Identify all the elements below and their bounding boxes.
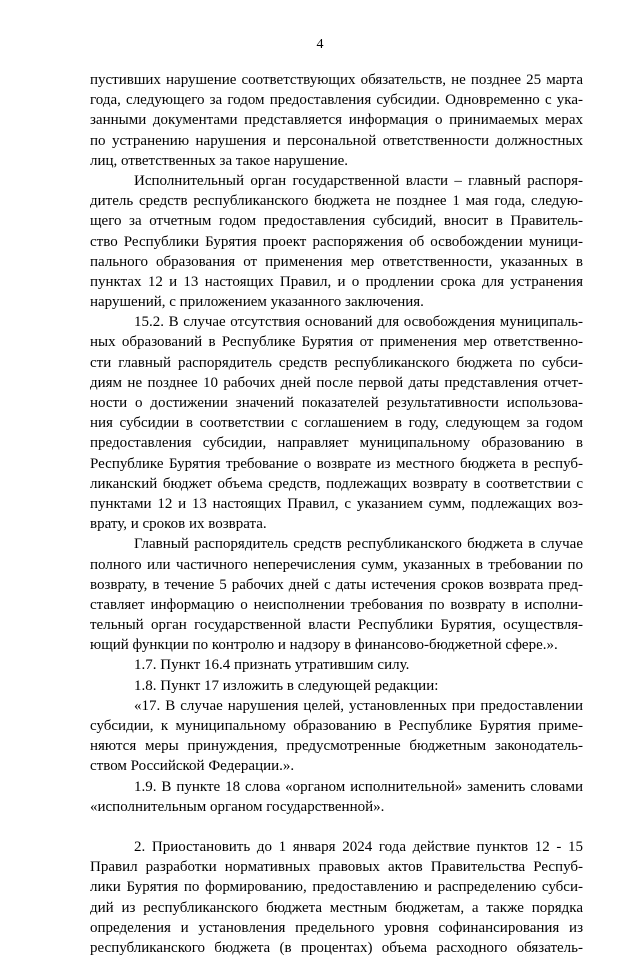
text-line: лики Бурятия по формированию, предоставлению и распределению субси- <box>90 879 583 896</box>
text-line: пального образования от применения мер ответственности, указанных в <box>90 253 583 270</box>
text-line: занными документами представляется информация о принимаемых мерах <box>90 112 583 129</box>
text-line: Исполнительный орган государственной власти – главный распоря- <box>134 172 583 189</box>
text-line: врату, и сроков их возврата. <box>90 516 267 533</box>
paragraph <box>90 171 583 312</box>
text-line: Главный распорядитель средств республиканского бюджета в случае <box>134 536 583 553</box>
paragraph <box>90 837 583 958</box>
text-line: пустивших нарушение соответствующих обязательств, не позднее 25 марта <box>90 72 583 88</box>
text-line: определения и установления предельного уровня софинансирования из <box>90 919 583 936</box>
text-line: республиканского бюджета (в процентах) объема расходного обязатель- <box>90 939 583 956</box>
text-line: ния субсидии в соответствии с соглашением в году, следующем за годом <box>90 415 583 432</box>
paragraph-spacer <box>90 817 583 837</box>
text-line: 1.9. В пункте 18 слова «органом исполнительной» заменить словами <box>134 778 583 795</box>
document-body <box>90 70 583 958</box>
text-line: пунктах 12 и 13 настоящих Правил, и о продлении срока для устранения <box>90 273 583 290</box>
text-line: ством Российской Федерации.». <box>90 758 295 775</box>
text-line: 15.2. В случае отсутствия оснований для освобождения муниципаль- <box>134 314 583 331</box>
text-line: 1.8. Пункт 17 изложить в следующей редакции: <box>134 677 439 694</box>
text-line: няются меры принуждения, предусмотренные бюджетным законодатель- <box>90 738 583 755</box>
text-line: Правил разработки нормативных правовых актов Правительства Респуб- <box>90 859 583 876</box>
text-line: пунктами 12 и 13 настоящих Правил, с указанием сумм, подлежащих воз- <box>90 495 583 512</box>
text-line: Республике Бурятия требование о возврате из местного бюджета в респуб- <box>90 455 583 472</box>
paragraph <box>90 655 583 675</box>
paragraph <box>90 777 583 817</box>
text-line: ство Республики Бурятия проект распоряжения об освобождении муници- <box>90 233 583 250</box>
text-line: ставляет информацию о неисполнении требования по возврату в исполни- <box>90 596 583 613</box>
paragraph <box>90 70 583 171</box>
text-line: тельный орган государственной власти Республики Бурятия, осуществля- <box>90 617 583 634</box>
text-line: диям не позднее 10 рабочих дней после первой даты представления отчет- <box>90 374 583 391</box>
text-line: 2. Приостановить до 1 января 2024 года действие пунктов 12 - 15 <box>134 838 583 855</box>
text-line: сти главный распорядитель средств республиканского бюджета по субси- <box>90 354 583 371</box>
paragraph <box>90 312 583 534</box>
text-line: полного или частичного неперечисления сумм, указанных в требовании по <box>90 556 583 573</box>
text-line: предоставления субсидии, направляет муниципальному образованию в <box>90 435 583 452</box>
paragraph <box>90 534 583 655</box>
page-number: 4 <box>316 37 324 52</box>
text-line: «исполнительным органом государственной». <box>90 798 385 815</box>
paragraph <box>90 696 583 777</box>
text-line: дий из республиканского бюджета местным бюджетам, а также порядка <box>90 899 583 916</box>
text-line: щего за отчетным годом предоставления субсидий, вносит в Правитель- <box>90 213 583 230</box>
text-line: дитель средств республиканского бюджета не позднее 1 мая года, следую- <box>90 193 583 210</box>
text-line: ности о достижении значений показателей результативности использова- <box>90 395 583 411</box>
text-line: возврату, в течение 5 рабочих дней с даты истечения сроков возврата пред- <box>90 576 583 593</box>
text-line: ликанский бюджет объема средств, подлежащих возврату в соответствии с <box>90 475 583 492</box>
text-line: года, следующего за годом предоставления субсидии. Одновременно с ука- <box>90 92 583 109</box>
text-line: ных образований в Республике Бурятия от применения мер ответственно- <box>90 334 583 351</box>
text-line: нарушений, с приложением указанного заключения. <box>90 294 424 311</box>
paragraph <box>90 676 583 696</box>
text-line: по устранению нарушения и персональной ответственности должностных <box>90 132 583 149</box>
text-line: 1.7. Пункт 16.4 признать утратившим силу. <box>134 657 410 674</box>
text-line: субсидии, к муниципальному образованию в Республике Бурятия приме- <box>90 718 583 734</box>
text-line: лиц, ответственных за такое нарушение. <box>90 152 349 169</box>
text-line: ющий функции по контролю и надзору в финансово-бюджетной сфере.». <box>90 637 558 654</box>
text-line: «17. В случае нарушения целей, установленных при предоставлении <box>134 697 583 714</box>
